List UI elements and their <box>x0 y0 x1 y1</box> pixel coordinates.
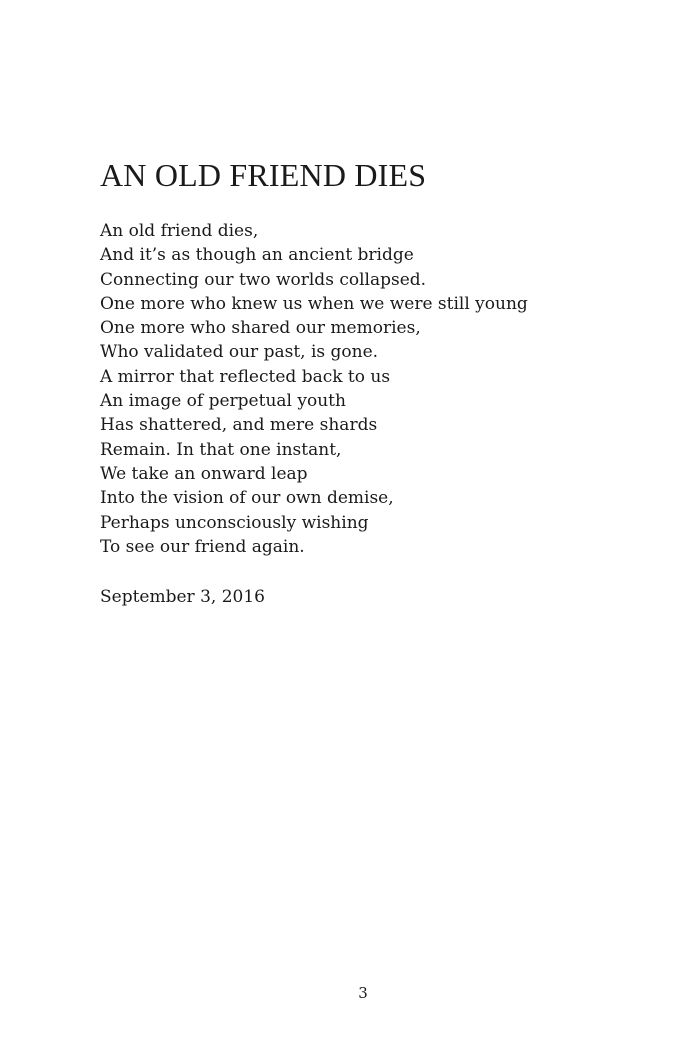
poem-line: Has shattered, and mere shards <box>100 415 378 436</box>
poem-date: September 3, 2016 <box>100 587 265 607</box>
poem-line: Remain. In that one instant, <box>100 439 342 460</box>
poem-line: We take an onward leap <box>100 463 308 484</box>
page-number: 3 <box>358 984 368 1002</box>
poem-line: One more who knew us when we were still young <box>100 293 528 314</box>
poem-line: An old friend dies, <box>100 221 259 241</box>
poem-line: To see our friend again. <box>100 536 305 557</box>
poem-line: And it’s as though an ancient bridge <box>100 245 414 266</box>
poem-title: AN OLD FRIEND DIES <box>100 157 427 194</box>
poem-line: Perhaps unconsciously wishing <box>100 512 369 533</box>
poem-line: A mirror that reflected back to us <box>100 366 391 387</box>
poem-line: Who validated our past, is gone. <box>100 342 379 363</box>
poem-line: Into the vision of our own demise, <box>100 488 394 509</box>
poem-line: Connecting our two worlds collapsed. <box>100 269 427 290</box>
poem-line: One more who shared our memories, <box>100 318 421 339</box>
poem-body <box>100 219 620 559</box>
poem-line: An image of perpetual youth <box>100 391 346 412</box>
